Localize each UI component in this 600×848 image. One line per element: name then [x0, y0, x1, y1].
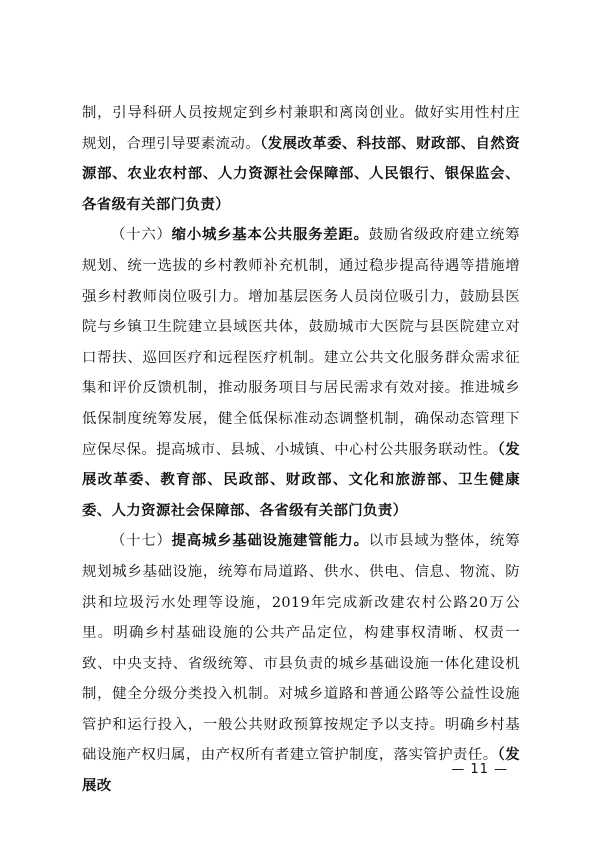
page-number: — 11 —	[451, 762, 508, 777]
p3-responsible-departments: （发展改	[82, 746, 520, 795]
p3-heading: 提高城乡基础设施建管能力。	[171, 532, 369, 550]
p3-number: （十七）	[111, 533, 172, 550]
p1-responsible-departments: （发展改革委、科技部、财政部、自然资源部、农业农村部、人力资源社会保障部、人民银行、银保监会、各省级有关部门负责）	[82, 134, 520, 213]
paragraph-2	[82, 220, 520, 526]
p1-text: 制，引导科研人员按规定到乡村兼职和离岗创业。做好实用性村庄规划，合理引导要素流动。	[82, 105, 520, 152]
paragraph-1	[82, 98, 520, 220]
p3-text: 以市县域为整体，统筹规划城乡基础设施，统筹布局道路、供水、供电、信息、物流、防洪和垃圾污水处理等设施，2019年完成新改建农村公路20万公里。明确乡村基础设施的公共产品定位，构建事权清晰、权责一致、中央支持、省级统筹、市县负责的城乡基础设施一体化建设机制，健全分级分类投入机制。对城乡道路和普通公路等公益性设施管护和运行投入，一般公共财政预算按规定予以支持。明确乡村基础设施产权归属，由产权所有者建立管护制度，落实管护责任。	[82, 533, 520, 764]
document-body	[82, 98, 520, 802]
p2-number: （十六）	[111, 227, 172, 244]
p2-text: 鼓励省级政府建立统筹规划、统一选拔的乡村教师补充机制，通过稳步提高待遇等措施增强乡村教师岗位吸引力。增加基层医务人员岗位吸引力，鼓励县医院与乡镇卫生院建立县域医共体，鼓励城市大医院与县医院建立对口帮扶、巡回医疗和远程医疗机制。建立公共文化服务群众需求征集和评价反馈机制，推动服务项目与居民需求有效对接。推进城乡低保制度统筹发展，健全低保标准动态调整机制，确保动态管理下应保尽保。提高城市、县城、小城镇、中心村公共服务联动性。	[82, 227, 520, 458]
p2-responsible-departments: （发展改革委、教育部、民政部、财政部、文化和旅游部、卫生健康委、人力资源社会保障部、各省级有关部门负责）	[82, 440, 520, 519]
p2-heading: 缩小城乡基本公共服务差距。	[171, 226, 369, 244]
paragraph-3	[82, 526, 520, 801]
